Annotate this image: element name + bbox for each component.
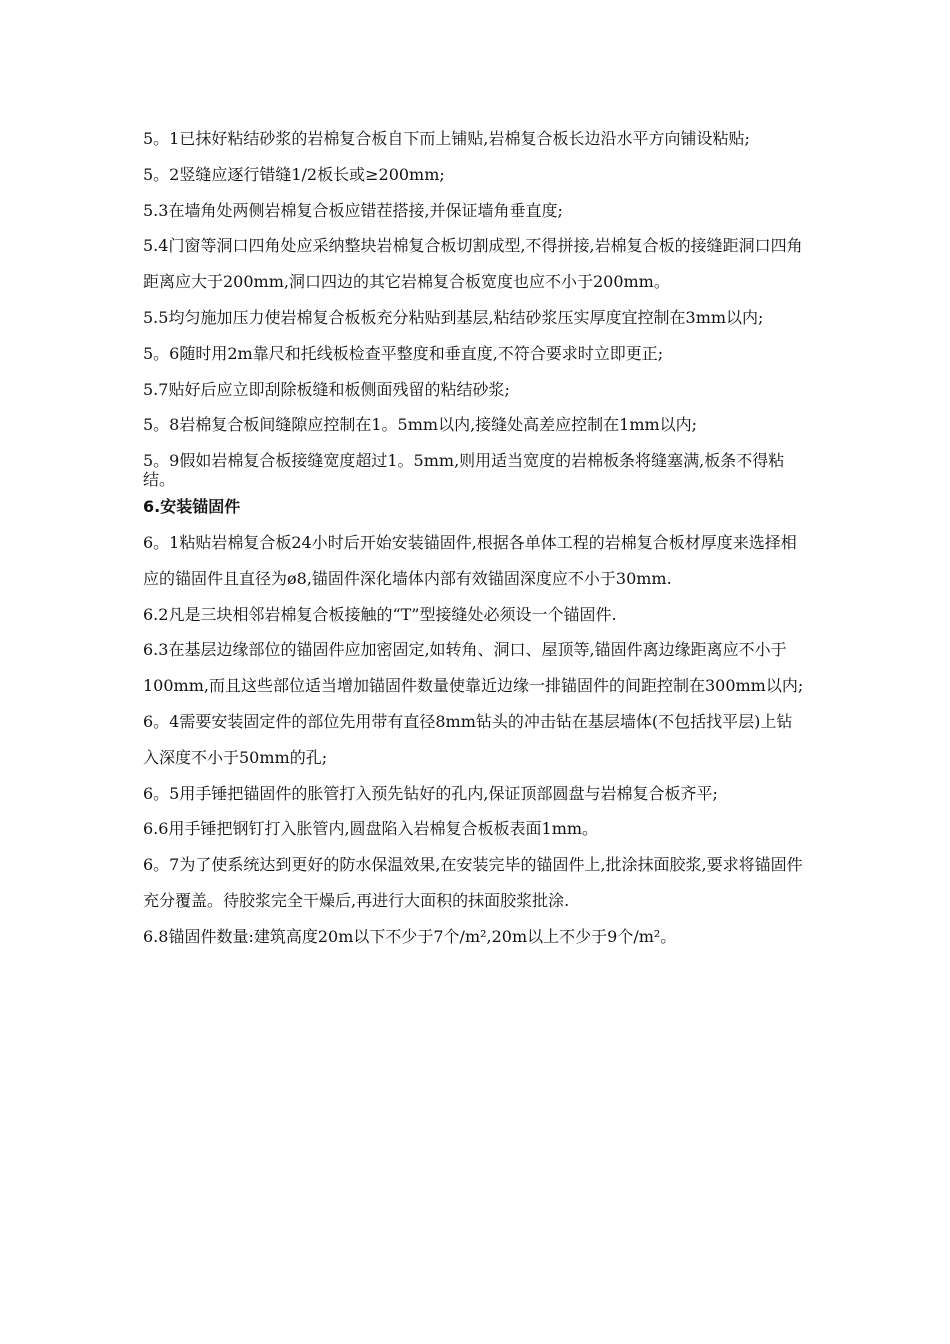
paragraph-5-1: 5。1已抹好粘结砂浆的岩棉复合板自下而上铺贴,岩棉复合板长边沿水平方向铺设粘贴; — [143, 129, 750, 148]
paragraph-5-7: 5.7贴好后应立即刮除板缝和板侧面残留的粘结砂浆; — [143, 379, 510, 399]
document-page — [143, 121, 808, 955]
paragraph-5-6: 5。6随时用2m靠尺和托线板检查平整度和垂直度,不符合要求时立即更正; — [143, 343, 664, 363]
paragraph-6-6: 6.6用手锤把钢钉打入胀管内,圆盘陷入岩棉复合板板表面1mm。 — [143, 819, 599, 839]
paragraph-5-4: 5.4门窗等洞口四角处应采纳整块岩棉复合板切割成型,不得拼接,岩棉复合板的接缝距洞口四角距离应大于200mm,洞口四边的其它岩棉复合板宽度也应不小于200mm。 — [143, 236, 803, 292]
paragraph-6-2: 6.2凡是三块相邻岩棉复合板接触的“T”型接缝处必须设一个锚固件. — [143, 604, 617, 624]
paragraph-6-1: 6。1粘贴岩棉复合板24小时后开始安装锚固件,根据各单体工程的岩棉复合板材厚度来选择相应的锚固件且直径为ø8,锚固件深化墙体内部有效锚固深度应不小于30mm. — [143, 532, 797, 588]
paragraph-6-5: 6。5用手锤把锚固件的胀管打入预先钻好的孔内,保证顶部圆盘与岩棉复合板齐平; — [143, 783, 718, 803]
paragraph-6-7: 6。7为了使系统达到更好的防水保温效果,在安装完毕的锚固件上,批涂抹面胶浆,要求将锚固件充分覆盖。待胶浆完全干燥后,再进行大面积的抹面胶浆批涂. — [143, 855, 803, 910]
paragraph-5-3: 5.3在墙角处两侧岩棉复合板应错茬搭接,并保证墙角垂直度; — [143, 200, 563, 220]
paragraph-5-5: 5.5均匀施加压力使岩棉复合板板充分粘贴到基层,粘结砂浆压实厚度宜控制在3mm以内; — [143, 307, 764, 327]
paragraph-6-3: 6.3在基层边缘部位的锚固件应加密固定,如转角、洞口、屋顶等,锚固件离边缘距离应不小于100mm,而且这些部位适当增加锚固件数量使靠近边缘一排锚固件的间距控制在300mm以内; — [143, 640, 804, 696]
paragraph-5-9: 5。9假如岩棉复合板接缝宽度超过1。5mm,则用适当宽度的岩棉板条将缝塞满,板条不得粘结。 — [143, 451, 785, 490]
paragraph-5-2: 5。2竖缝应逐行错缝1/2板长或≥200mm; — [143, 164, 445, 184]
paragraph-5-8: 5。8岩棉复合板间缝隙应控制在1。5mm以内,接缝处高差应控制在1mm以内; — [143, 415, 698, 435]
paragraph-6-4: 6。4需要安装固定件的部位先用带有直径8mm钻头的冲击钻在基层墙体(不包括找平层)上钻入深度不小于50mm的孔; — [143, 711, 793, 767]
section-heading-6: 6.安装锚固件 — [143, 497, 241, 517]
paragraph-6-8: 6.8锚固件数量:建筑高度20m以下不少于7个/m²,20m以上不少于9个/m²。 — [143, 926, 677, 946]
